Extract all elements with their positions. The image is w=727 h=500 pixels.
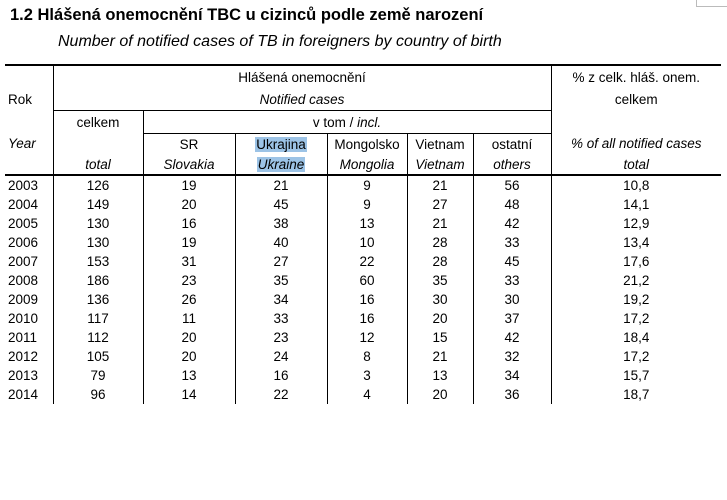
cell-other: 32	[473, 347, 551, 366]
cell-ua: 40	[235, 233, 327, 252]
table-row	[5, 271, 721, 290]
cell-other: 33	[473, 233, 551, 252]
header-ostatni: ostatní	[473, 134, 551, 155]
cell-mn: 9	[327, 175, 407, 195]
cell-vn: 20	[407, 385, 473, 404]
cell-vn: 35	[407, 271, 473, 290]
header-rok: Rok	[8, 91, 33, 107]
header-pct-en-2: total	[551, 154, 721, 175]
cell-sr: 23	[143, 271, 235, 290]
header-vtom-en: incl.	[357, 114, 382, 130]
cell-ua: 16	[235, 366, 327, 385]
cell-ua: 35	[235, 271, 327, 290]
cell-sr: 20	[143, 195, 235, 214]
cell-vn: 28	[407, 233, 473, 252]
cell-year: 2014	[8, 387, 39, 402]
cell-year: 2012	[8, 349, 39, 364]
cell-year: 2010	[8, 311, 39, 326]
cell-pct: 12,9	[551, 214, 721, 233]
header-pct-cz-1: % z celk. hláš. onem.	[551, 65, 721, 88]
header-year: Year	[8, 136, 36, 152]
cell-mn: 10	[327, 233, 407, 252]
cell-pct: 15,7	[551, 366, 721, 385]
cell-pct: 17,2	[551, 347, 721, 366]
cell-other: 30	[473, 290, 551, 309]
cell-other: 42	[473, 214, 551, 233]
cell-sr: 20	[143, 328, 235, 347]
header-year-spacer	[5, 154, 53, 175]
cell-other: 56	[473, 175, 551, 195]
table-title: 1.2 Hlášená onemocnění TBC u cizinců podle země narození	[10, 6, 484, 24]
cell-mn: 8	[327, 347, 407, 366]
cell-mn: 3	[327, 366, 407, 385]
cell-total: 136	[53, 290, 143, 309]
cell-total: 130	[53, 214, 143, 233]
cell-other: 37	[473, 309, 551, 328]
header-ukraine-text: Ukraine	[257, 156, 305, 172]
cell-sr: 20	[143, 347, 235, 366]
cell-vn: 28	[407, 252, 473, 271]
cell-vn: 27	[407, 195, 473, 214]
cell-pct: 17,6	[551, 252, 721, 271]
cell-other: 33	[473, 271, 551, 290]
cell-mn: 12	[327, 328, 407, 347]
cell-year: 2007	[8, 254, 39, 269]
cell-total: 149	[53, 195, 143, 214]
cell-other: 48	[473, 195, 551, 214]
cell-pct: 18,4	[551, 328, 721, 347]
table-body	[5, 175, 721, 404]
cell-sr: 11	[143, 309, 235, 328]
table-row	[5, 233, 721, 252]
cell-ua: 24	[235, 347, 327, 366]
cell-year: 2005	[8, 216, 39, 231]
table-row	[5, 175, 721, 195]
cell-mn: 22	[327, 252, 407, 271]
cell-mn: 4	[327, 385, 407, 404]
header-ukraine	[235, 154, 327, 175]
table-row	[5, 309, 721, 328]
table-row	[5, 385, 721, 404]
cell-sr: 14	[143, 385, 235, 404]
cell-year: 2006	[8, 235, 39, 250]
header-vietnam: Vietnam	[407, 134, 473, 155]
table-row	[5, 290, 721, 309]
header-rok-spacer	[5, 65, 53, 88]
cell-pct: 21,2	[551, 271, 721, 290]
cell-year: 2011	[8, 330, 38, 345]
cell-other: 42	[473, 328, 551, 347]
cell-mn: 16	[327, 290, 407, 309]
cell-year: 2013	[8, 368, 39, 383]
cell-mn: 13	[327, 214, 407, 233]
cell-total: 79	[53, 366, 143, 385]
header-pct-en-1: % of all notified cases	[551, 134, 721, 155]
page-corner-mark	[696, 0, 727, 7]
cell-sr: 13	[143, 366, 235, 385]
cell-total: 112	[53, 328, 143, 347]
cell-ua: 38	[235, 214, 327, 233]
header-notified-cz: Hlášená onemocnění	[53, 65, 551, 88]
cell-vn: 15	[407, 328, 473, 347]
header-ukrajina	[235, 134, 327, 155]
cell-ua: 22	[235, 385, 327, 404]
cell-year: 2003	[8, 178, 39, 193]
cell-pct: 17,2	[551, 309, 721, 328]
cell-total: 105	[53, 347, 143, 366]
cell-year: 2009	[8, 292, 39, 307]
cell-total: 126	[53, 175, 143, 195]
cell-sr: 19	[143, 175, 235, 195]
cell-vn: 13	[407, 366, 473, 385]
cell-mn: 60	[327, 271, 407, 290]
table-subtitle: Number of notified cases of TB in foreigners by country of birth	[58, 33, 502, 50]
header-ukrajina-text: Ukrajina	[256, 136, 306, 152]
cell-vn: 21	[407, 347, 473, 366]
cell-vn: 21	[407, 175, 473, 195]
cell-ua: 21	[235, 175, 327, 195]
table-row	[5, 214, 721, 233]
cell-total: 117	[53, 309, 143, 328]
cell-year: 2004	[8, 197, 39, 212]
cell-ua: 27	[235, 252, 327, 271]
cell-other: 36	[473, 385, 551, 404]
cell-vn: 30	[407, 290, 473, 309]
cell-sr: 16	[143, 214, 235, 233]
cell-total: 153	[53, 252, 143, 271]
cell-mn: 9	[327, 195, 407, 214]
cell-other: 34	[473, 366, 551, 385]
cell-pct: 13,4	[551, 233, 721, 252]
header-vietnam-en: Vietnam	[407, 154, 473, 175]
cell-ua: 34	[235, 290, 327, 309]
cell-year: 2008	[8, 273, 39, 288]
cell-pct: 19,2	[551, 290, 721, 309]
header-sr: SR	[143, 134, 235, 155]
header-celkem: celkem	[53, 111, 143, 134]
cell-sr: 19	[143, 233, 235, 252]
header-notified-en: Notified cases	[53, 88, 551, 111]
cell-sr: 26	[143, 290, 235, 309]
header-mongolia: Mongolia	[327, 154, 407, 175]
header-vtom-cz: v tom /	[312, 114, 358, 130]
cell-total: 130	[53, 233, 143, 252]
header-pct-spacer	[551, 111, 721, 134]
table-header	[5, 65, 721, 175]
table-row	[5, 347, 721, 366]
header-mongolsko: Mongolsko	[327, 134, 407, 155]
cell-other: 45	[473, 252, 551, 271]
header-pct-cz-2: celkem	[551, 88, 721, 111]
table-row	[5, 366, 721, 385]
table-row	[5, 328, 721, 347]
cell-sr: 31	[143, 252, 235, 271]
header-celkem-spacer	[53, 134, 143, 155]
header-vtom	[143, 111, 551, 134]
cell-vn: 21	[407, 214, 473, 233]
header-others: others	[473, 154, 551, 175]
cell-pct: 14,1	[551, 195, 721, 214]
table-row	[5, 252, 721, 271]
cell-mn: 16	[327, 309, 407, 328]
cell-total: 96	[53, 385, 143, 404]
cell-ua: 23	[235, 328, 327, 347]
cell-total: 186	[53, 271, 143, 290]
cell-vn: 20	[407, 309, 473, 328]
cell-ua: 45	[235, 195, 327, 214]
cell-pct: 10,8	[551, 175, 721, 195]
header-slovakia: Slovakia	[143, 154, 235, 175]
cell-ua: 33	[235, 309, 327, 328]
tb-foreigners-table	[5, 64, 721, 404]
table-row	[5, 195, 721, 214]
cell-pct: 18,7	[551, 385, 721, 404]
header-total: total	[53, 154, 143, 175]
header-spacer	[5, 111, 53, 134]
